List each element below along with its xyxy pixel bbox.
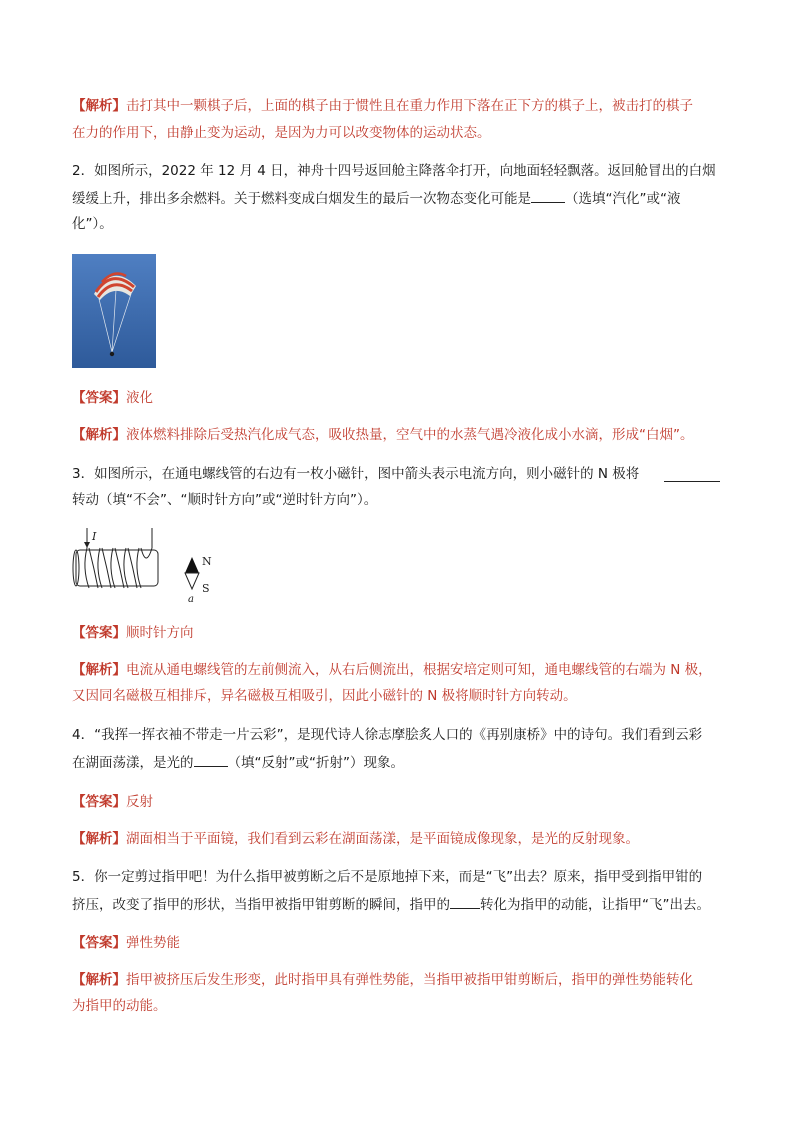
analysis-tag: 【解析】 bbox=[72, 98, 126, 114]
q5-analysis-line2: 为指甲的动能。 bbox=[72, 998, 167, 1014]
q2-question-line1: 2．如图所示，2022 年 12 月 4 日，神舟十四号返回舱主降落伞打开，向地面轻轻飘落。返回舱冒出的白烟 bbox=[72, 163, 716, 179]
q4-question-line1: 4．“我挥一挥衣袖不带走一片云彩”，是现代诗人徐志摩脍炙人口的《再别康桥》中的诗句。我们看到云彩 bbox=[72, 727, 703, 743]
solenoid-coil-icon bbox=[85, 548, 152, 588]
current-arrow-icon bbox=[84, 542, 90, 548]
q1-analysis-line2: 在力的作用下，由静止变为运动，是因为力可以改变物体的运动状态。 bbox=[72, 125, 491, 141]
answer-blank bbox=[194, 752, 228, 767]
q5-analysis-line1: 【解析】指甲被挤压后发生形变，此时指甲具有弹性势能，当指甲被指甲钳剪断后，指甲的弹性势能转化 bbox=[72, 972, 693, 988]
q2-question-line2: 缓缓上升，排出多余燃料。关于燃料变成白烟发生的最后一次物态变化可能是 （选填“汽化”或“液 bbox=[72, 188, 732, 209]
needle-label: a bbox=[188, 594, 194, 605]
answer-blank bbox=[664, 467, 720, 482]
q4-answer: 【答案】反射 bbox=[72, 794, 153, 810]
q5-question-line1: 5．你一定剪过指甲吧！为什么指甲被剪断之后不是原地掉下来，而是“飞”出去？原来，指甲受到指甲钳的 bbox=[72, 869, 703, 885]
capsule-icon bbox=[110, 352, 114, 356]
q2-analysis: 【解析】液体燃料排除后受热汽化成气态，吸收热量，空气中的水蒸气遇冷液化成小水滴，形成“白烟”。 bbox=[72, 427, 694, 443]
q3-question-line2: 转动（填“不会”、“顺时针方向”或“逆时针方向”）。 bbox=[72, 492, 378, 508]
solenoid-compass-diagram bbox=[72, 526, 222, 606]
q1-analysis-line1: 【解析】击打其中一颗棋子后，上面的棋子由于惯性且在重力作用下落在正下方的棋子上，被击打的棋子 bbox=[72, 98, 693, 114]
parachute-photo bbox=[72, 254, 156, 368]
compass-south-icon bbox=[185, 573, 199, 589]
q5-answer: 【答案】弹性势能 bbox=[72, 935, 180, 951]
q3-question-line1: 3．如图所示，在通电螺线管的右边有一枚小磁针，图中箭头表示电流方向，则小磁针的 N 极将 bbox=[72, 464, 732, 484]
current-label: I bbox=[92, 530, 97, 543]
answer-blank bbox=[531, 188, 565, 203]
q2-question-line3: 化”）。 bbox=[72, 216, 113, 232]
q2-answer: 【答案】液化 bbox=[72, 390, 153, 406]
q4-analysis: 【解析】湖面相当于平面镜，我们看到云彩在湖面荡漾，是平面镜成像现象，是光的反射现象。 bbox=[72, 831, 639, 847]
q3-analysis-line2: 又因同名磁极互相排斥，异名磁极互相吸引，因此小磁针的 N 极将顺时针方向转动。 bbox=[72, 688, 577, 704]
answer-blank bbox=[450, 894, 480, 909]
q4-question-line2: 在湖面荡漾，是光的 （填“反射”或“折射”）现象。 bbox=[72, 752, 732, 773]
q3-answer: 【答案】顺时针方向 bbox=[72, 625, 194, 641]
q5-question-line2: 挤压，改变了指甲的形状，当指甲被指甲钳剪断的瞬间，指甲的 转化为指甲的动能，让指甲“飞”出去。 bbox=[72, 894, 732, 915]
south-label: S bbox=[202, 582, 210, 595]
q3-analysis-line1: 【解析】电流从通电螺线管的左前侧流入，从右后侧流出，根据安培定则可知，通电螺线管的右端为 N 极， bbox=[72, 662, 712, 678]
north-label: N bbox=[202, 555, 212, 568]
compass-north-icon bbox=[185, 557, 199, 573]
